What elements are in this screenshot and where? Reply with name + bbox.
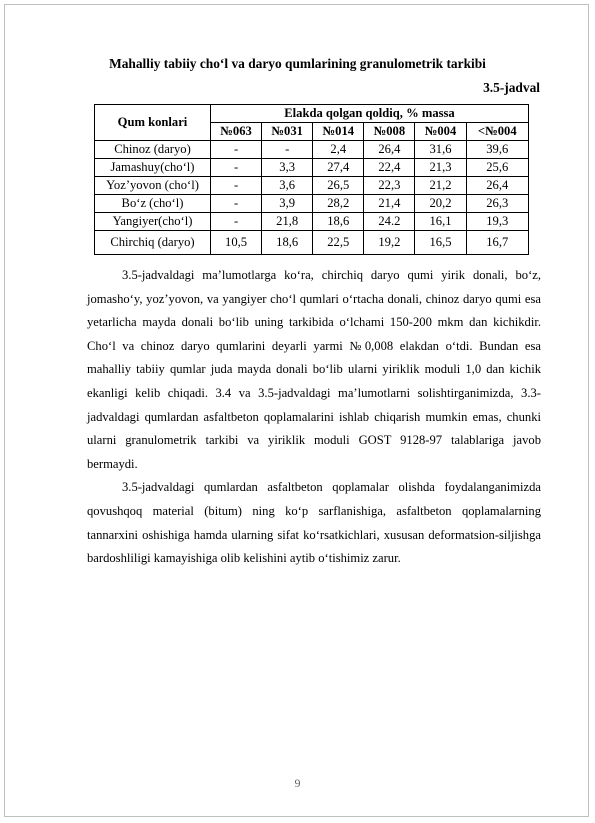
table-cell: 3,3 [262, 159, 313, 177]
table-cell: 21,2 [415, 177, 466, 195]
table-cell: 26,3 [466, 195, 528, 213]
table-cell: - [211, 141, 262, 159]
table-row [95, 213, 529, 231]
row-name: Jamashuy(cho‘l) [95, 159, 211, 177]
column-header: №014 [313, 123, 364, 141]
table-cell: - [211, 195, 262, 213]
table-cell: 22,5 [313, 231, 364, 255]
document-title: Mahalliy tabiiy cho‘l va daryo qumlarining granulometrik tarkibi [109, 56, 486, 71]
table-cell: 25,6 [466, 159, 528, 177]
table-cell: 2,4 [313, 141, 364, 159]
table-cell: 26,5 [313, 177, 364, 195]
table-cell: 24.2 [364, 213, 415, 231]
table-cell: 31,6 [415, 141, 466, 159]
paragraph: 3.5-jadvaldagi ma’lumotlarga ko‘ra, chirchiq daryo qumi yirik donali, bo‘z, jomasho‘y, yoz’yovon, va yangiyer cho‘l qumlari o‘rtacha donali, chinoz daryo qumi esa yetarlicha mayda donali bo‘lib uning tarkibida o‘lchami 150-200 mkm dan kichikdir. Cho‘l va chinoz daryo qumlarini deyarli yarmi №0,008 elakdan o‘tdi. Bundan esa mahalliy tabiiy qumlar juda mayda donali bo‘lib ularni yiriklik moduli 1,0 dan kichik ekanligi kelib chiqadi. 3.4 va 3.5-jadvaldagi ma’lumotlarni solishtirganimizda, 3.3-jadvaldagi qumlardan asfaltbeton qoplamalarini ishlab chiqarish mumkin emas, chunki ularni granulometrik tarkibi va yiriklik moduli GOST 9128-97 talablariga javob bermaydi. [87, 268, 541, 471]
table-row [95, 195, 529, 213]
column-header: №063 [211, 123, 262, 141]
table-cell: 19,2 [364, 231, 415, 255]
table-cell: 18,6 [313, 213, 364, 231]
table-cell: - [211, 177, 262, 195]
row-name: Chirchiq (daryo) [95, 231, 211, 255]
table-row [95, 231, 529, 255]
table-cell: - [262, 141, 313, 159]
table-header-row [95, 105, 529, 123]
table-cell: 21,4 [364, 195, 415, 213]
table-cell: 3,9 [262, 195, 313, 213]
body-text [87, 264, 541, 571]
table-label: 3.5-jadval [483, 80, 540, 95]
row-name: Chinoz (daryo) [95, 141, 211, 159]
table-cell: 3,6 [262, 177, 313, 195]
table-cell: 26,4 [364, 141, 415, 159]
table-cell: - [211, 213, 262, 231]
table-cell: 18,6 [262, 231, 313, 255]
row-name: Yoz’yovon (cho‘l) [95, 177, 211, 195]
page-number: 9 [294, 776, 301, 790]
granulometric-table [94, 104, 529, 255]
table-cell: 22,3 [364, 177, 415, 195]
table-cell: 21,8 [262, 213, 313, 231]
table-cell: 16,5 [415, 231, 466, 255]
table-cell: - [211, 159, 262, 177]
table-row [95, 177, 529, 195]
column-header: №008 [364, 123, 415, 141]
table-cell: 16,1 [415, 213, 466, 231]
table-cell: 27,4 [313, 159, 364, 177]
group-header: Elakda qolgan qoldiq, % massa [211, 105, 529, 123]
column-header: №004 [415, 123, 466, 141]
row-name: Bo‘z (cho‘l) [95, 195, 211, 213]
table-row [95, 159, 529, 177]
table-cell: 28,2 [313, 195, 364, 213]
paragraph: 3.5-jadvaldagi qumlardan asfaltbeton qoplamalar olishda foydalanganimizda qovushqoq material (bitum) ning ko‘p sarflanishiga, asfaltbeton qoplamalarning tannarxini oshishiga hamda ularning sifat ko‘rsatkichlari, xususan deformatsion-siljishga bardoshliligi kamayishiga olib kelishini aytib o‘tishimiz zarur. [87, 480, 541, 566]
table-row [95, 141, 529, 159]
table-cell: 20,2 [415, 195, 466, 213]
column-header: №031 [262, 123, 313, 141]
table-cell: 16,7 [466, 231, 528, 255]
table-cell: 22,4 [364, 159, 415, 177]
table-cell: 26,4 [466, 177, 528, 195]
table-cell: 19,3 [466, 213, 528, 231]
column-header: <№004 [466, 123, 528, 141]
table-cell: 21,3 [415, 159, 466, 177]
row-header: Qum konlari [95, 105, 211, 141]
row-name: Yangiyer(cho‘l) [95, 213, 211, 231]
table-cell: 10,5 [211, 231, 262, 255]
table-cell: 39,6 [466, 141, 528, 159]
